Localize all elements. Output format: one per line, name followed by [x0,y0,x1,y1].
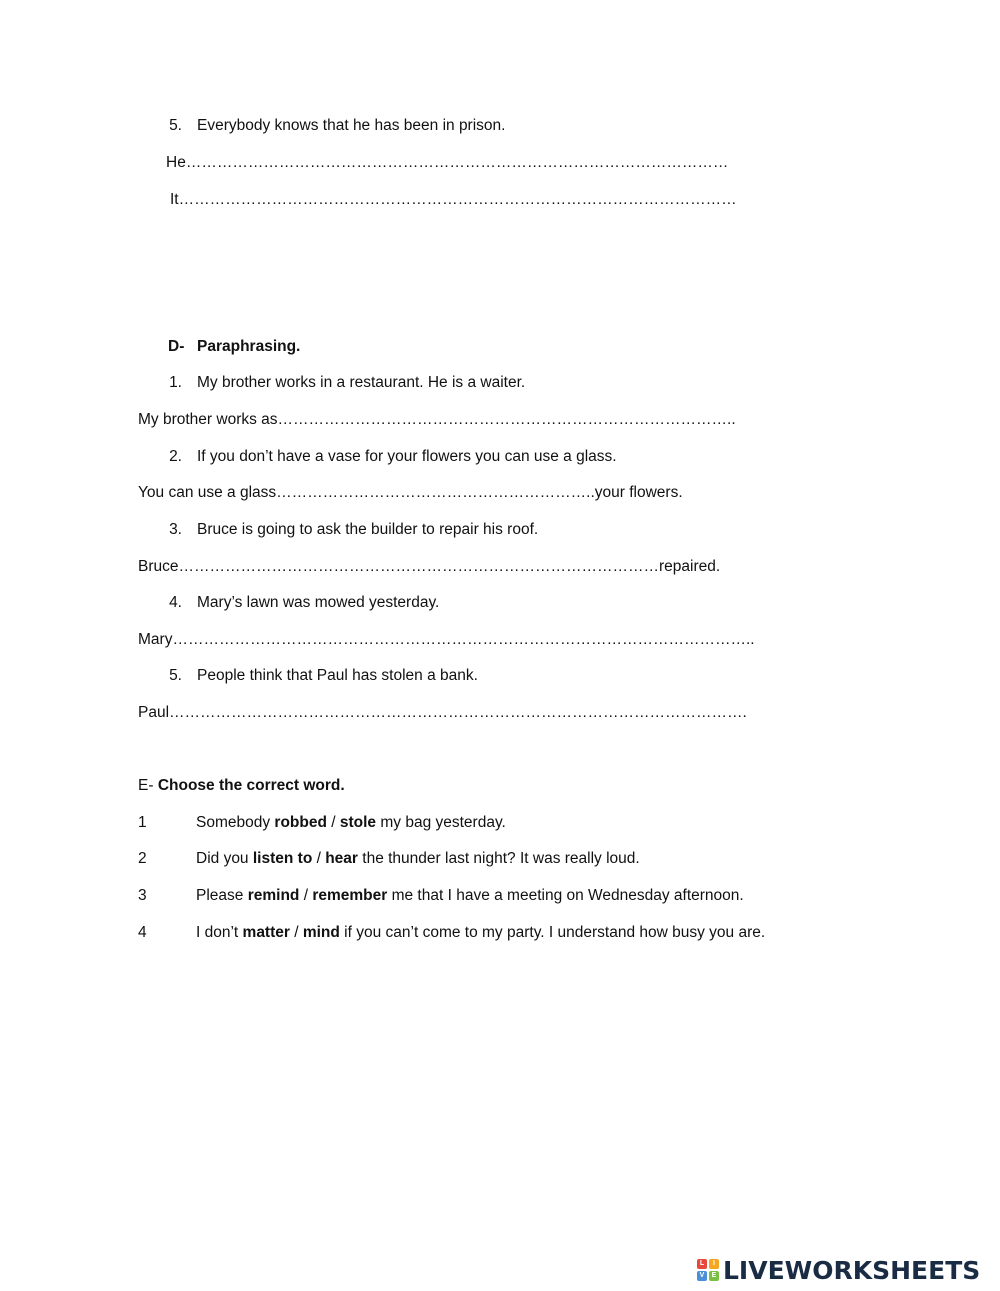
question-number: 1. [169,374,182,391]
question-text: Everybody knows that he has been in prison. [197,117,506,134]
question-text: Did you listen to / hear the thunder last night? It was really loud. [196,850,640,867]
option-stole[interactable]: stole [339,814,377,831]
answer-line-d1[interactable]: My brother works as…………………………………………………………………………….. [138,411,736,428]
question-number: 5. [169,667,182,684]
question-number: 2 [138,850,147,867]
question-text: Please remind / remember me that I have a meeting on Wednesday afternoon. [196,887,744,904]
question-text: Bruce is going to ask the builder to repair his roof. [197,521,539,538]
question-text: My brother works in a restaurant. He is a waiter. [197,374,526,391]
question-number: 5. [169,117,182,134]
logo-icon: L I V E [697,1259,719,1281]
question-text: People think that Paul has stolen a bank. [197,667,478,684]
question-number: 2. [169,448,182,465]
option-hear[interactable]: hear [325,850,358,867]
answer-line-he[interactable]: He…………………………………………………………………………………………… [166,154,729,171]
question-text: If you don’t have a vase for your flowers you can use a glass. [197,448,617,465]
option-mind[interactable]: mind [302,924,340,941]
answer-line-d3[interactable]: Bruce…………………………………………………………………………………repaired. [138,558,721,575]
question-number: 4 [138,924,147,941]
option-robbed[interactable]: robbed [274,814,327,831]
question-number: 3. [169,521,182,538]
question-number: 4. [169,594,182,611]
question-text: Somebody robbed / stole my bag yesterday. [196,814,506,831]
option-listen-to[interactable]: listen to [252,850,313,867]
section-letter: E- [138,777,154,794]
section-letter: D- [168,338,185,355]
answer-line-d5[interactable]: Paul…………………………………………………………………………………………………. [138,704,747,721]
logo-text: LIVEWORKSHEETS [723,1255,981,1285]
option-remind[interactable]: remind [247,887,300,904]
question-text: I don’t matter / mind if you can’t come to my party. I understand how busy you are. [196,924,766,941]
section-title: Paraphrasing. [197,338,301,355]
question-number: 1 [138,814,147,831]
liveworksheets-logo [697,1256,980,1284]
option-matter[interactable]: matter [242,924,290,941]
answer-line-it[interactable]: It……………………………………………………………………………………………… [170,191,737,208]
question-text: Mary’s lawn was mowed yesterday. [197,594,440,611]
section-title: Choose the correct word. [157,777,345,794]
answer-line-d2[interactable]: You can use a glass……………………………………………………..your flowers. [138,484,683,501]
question-number: 3 [138,887,147,904]
section-e-heading [138,776,345,796]
answer-line-d4[interactable]: Mary………………………………………………………………………………………………….. [138,631,755,648]
option-remember[interactable]: remember [312,887,388,904]
